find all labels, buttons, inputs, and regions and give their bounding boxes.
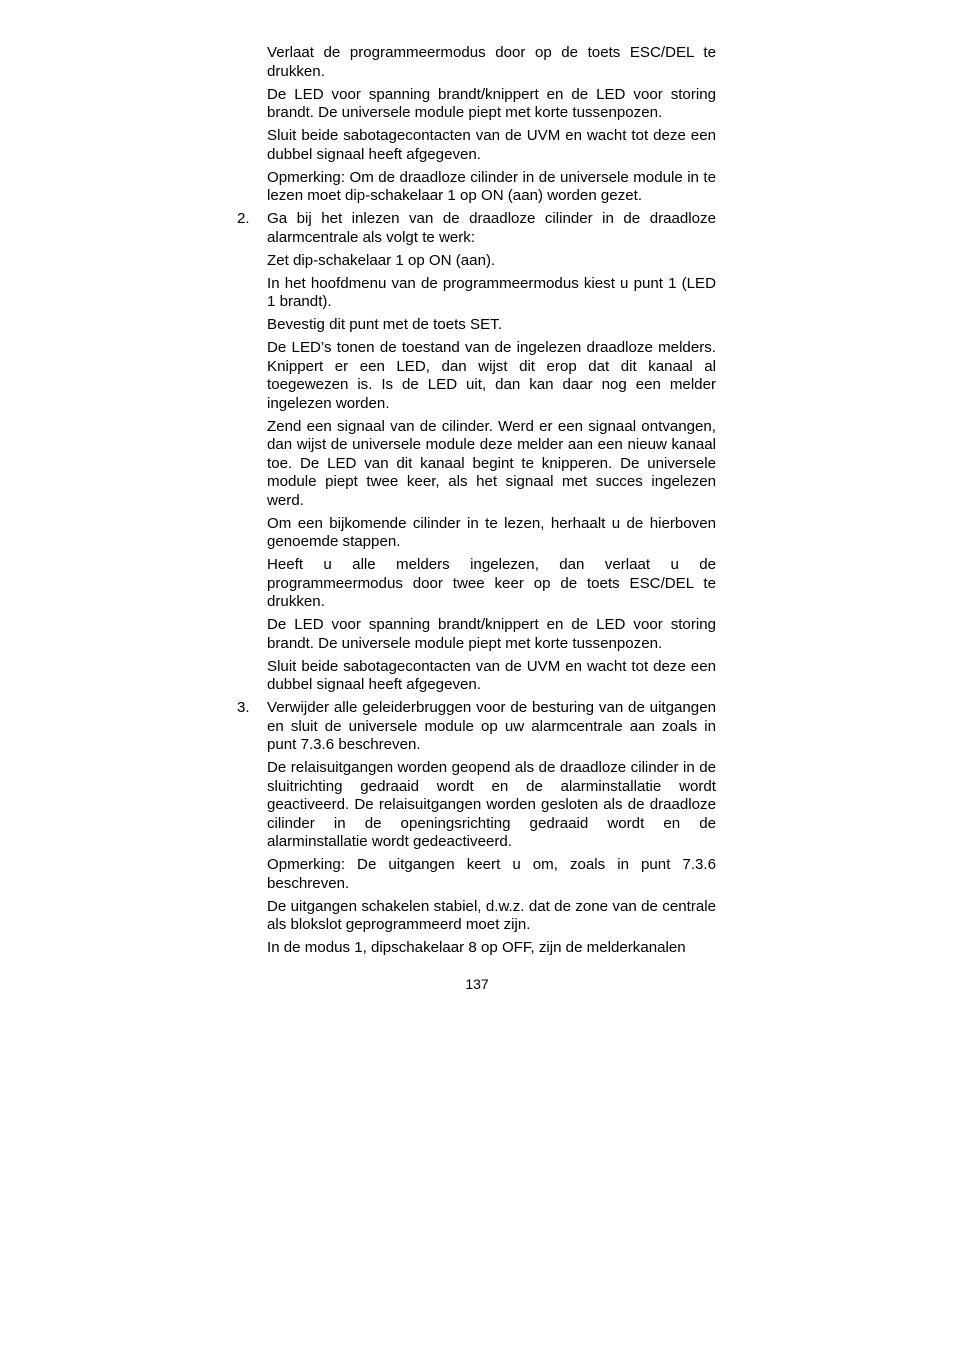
paragraph: De LED’s tonen de toestand van de ingelezen draadloze melders. Knippert er een LED, dan wijst dit erop dat dit kanaal al toegewezen is. Is de LED uit, dan kan daar nog een melder ingelezen worden. <box>267 339 716 412</box>
paragraph: In de modus 1, dipschakelaar 8 op OFF, zijn de melderkanalen <box>267 939 686 956</box>
paragraph: Sluit beide sabotagecontacten van de UVM en wacht tot deze een dubbel signaal heeft afgegeven. <box>267 657 716 693</box>
paragraph: De LED voor spanning brandt/knippert en de LED voor storing brandt. De universele module piept met korte tussenpozen. <box>267 85 716 121</box>
paragraph: Sluit beide sabotagecontacten van de UVM en wacht tot deze een dubbel signaal heeft afgegeven. <box>267 127 716 163</box>
paragraph: Zend een signaal van de cilinder. Werd er een signaal ontvangen, dan wijst de universele module deze melder aan een nieuw kanaal toe. De LED van dit kanaal begint te knipperen. De universele module piept twee keer, als het signaal met succes ingelezen werd. <box>267 417 716 509</box>
paragraph: De uitgangen schakelen stabiel, d.w.z. dat de zone van de centrale als blokslot geprogrammeerd moet zijn. <box>267 897 716 933</box>
list-number: 3. <box>237 699 250 716</box>
paragraph: Zet dip-schakelaar 1 op ON (aan). <box>267 251 496 269</box>
paragraph: Om een bijkomende cilinder in te lezen, herhaalt u de hierboven genoemde stappen. <box>267 514 716 550</box>
paragraph: Bevestig dit punt met de toets SET. <box>267 316 502 333</box>
list-item-text: Verwijder alle geleiderbruggen voor de besturing van de uitgangen en sluit de universele module op uw alarmcentrale aan zoals in punt 7.3.6 beschreven. <box>267 699 716 753</box>
paragraph: In het hoofdmenu van de programmeermodus kiest u punt 1 (LED 1 brandt). <box>267 274 716 310</box>
list-number: 2. <box>237 210 250 227</box>
paragraph: Heeft u alle melders ingelezen, dan verlaat u de programmeermodus door twee keer op de toets ESC/DEL te drukken. <box>267 556 716 610</box>
paragraph: Opmerking: De uitgangen keert u om, zoals in punt 7.3.6 beschreven. <box>267 856 716 892</box>
page-number: 137 <box>465 976 489 992</box>
list-item-3 <box>237 699 716 755</box>
list-item-2 <box>237 210 716 247</box>
body-text <box>237 44 716 962</box>
paragraph: De LED voor spanning brandt/knippert en de LED voor storing brandt. De universele module piept met korte tussenpozen. <box>267 616 716 652</box>
paragraph: De relaisuitgangen worden geopend als de draadloze cilinder in de sluitrichting gedraaid wordt en de alarminstallatie wordt geactiveerd. De relaisuitgangen worden gesloten als de draadloze cilinder in de openingsrichting gedraaid wordt en de alarminstallatie wordt gedeactiveerd. <box>267 759 716 850</box>
list-item-text: Ga bij het inlezen van de draadloze cilinder in de draadloze alarmcentrale als volgt te werk: <box>267 210 716 246</box>
paragraph: Opmerking: Om de draadloze cilinder in de universele module in te lezen moet dip-schakelaar 1 op ON (aan) worden gezet. <box>267 168 716 204</box>
paragraph: Verlaat de programmeermodus door op de toets ESC/DEL te drukken. <box>267 44 716 80</box>
